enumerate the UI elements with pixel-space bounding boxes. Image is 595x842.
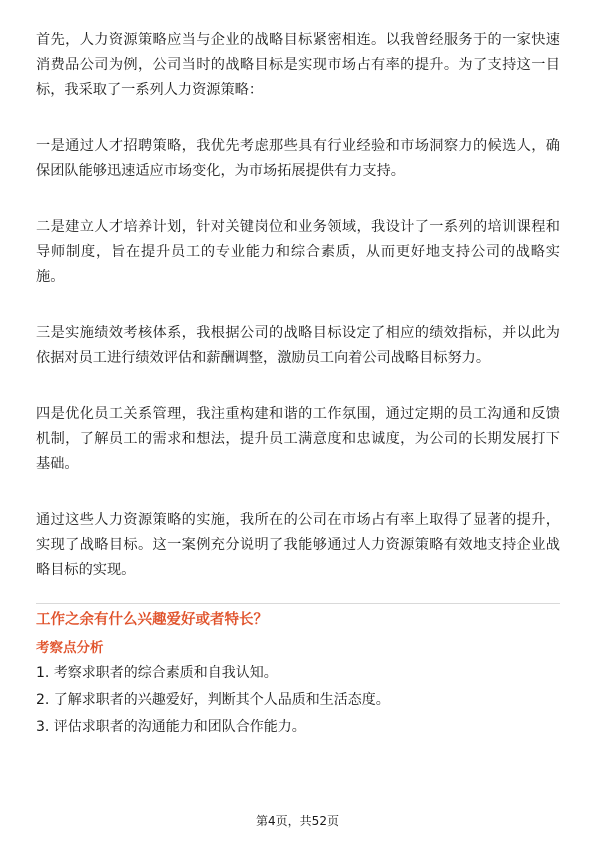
analysis-heading: 考察点分析 [36, 640, 104, 656]
paragraph-employee-relations: 四是优化员工关系管理，我注重构建和谐的工作氛围，通过定期的员工沟通和反馈机制，了解员工的需求和想法，提升员工满意度和忠诚度，为公司的长期发展打下基础。 [36, 406, 560, 472]
question-title: 工作之余有什么兴趣爱好或者特长？ [36, 603, 560, 633]
list-item: 3. 评估求职者的沟通能力和团队合作能力。 [36, 719, 306, 735]
paragraph-training: 二是建立人才培养计划，针对关键岗位和业务领域，我设计了一系列的培训课程和导师制度，旨在提升员工的专业能力和综合素质，从而更好地支持公司的战略实施。 [36, 219, 560, 285]
paragraph-recruitment: 一是通过人才招聘策略，我优先考虑那些具有行业经验和市场洞察力的候选人，确保团队能够迅速适应市场变化，为市场拓展提供有力支持。 [36, 138, 560, 179]
paragraph-performance: 三是实施绩效考核体系，我根据公司的战略目标设定了相应的绩效指标，并以此为依据对员工进行绩效评估和薪酬调整，激励员工向着公司战略目标努力。 [36, 325, 560, 366]
document-body [36, 28, 560, 741]
list-item: 2. 了解求职者的兴趣爱好，判断其个人品质和生活态度。 [36, 692, 390, 708]
list-item: 1. 考察求职者的综合素质和自我认知。 [36, 665, 278, 681]
paragraph-intro: 首先，人力资源策略应当与企业的战略目标紧密相连。以我曾经服务于的一家快速消费品公司为例，公司当时的战略目标是实现市场占有率的提升。为了支持这一目标，我采取了一系列人力资源策略： [36, 32, 560, 98]
page-number: 第4页，共52页 [256, 814, 339, 828]
paragraph-conclusion: 通过这些人力资源策略的实施，我所在的公司在市场占有率上取得了显著的提升，实现了战略目标。这一案例充分说明了我能够通过人力资源策略有效地支持企业战略目标的实现。 [36, 512, 560, 578]
